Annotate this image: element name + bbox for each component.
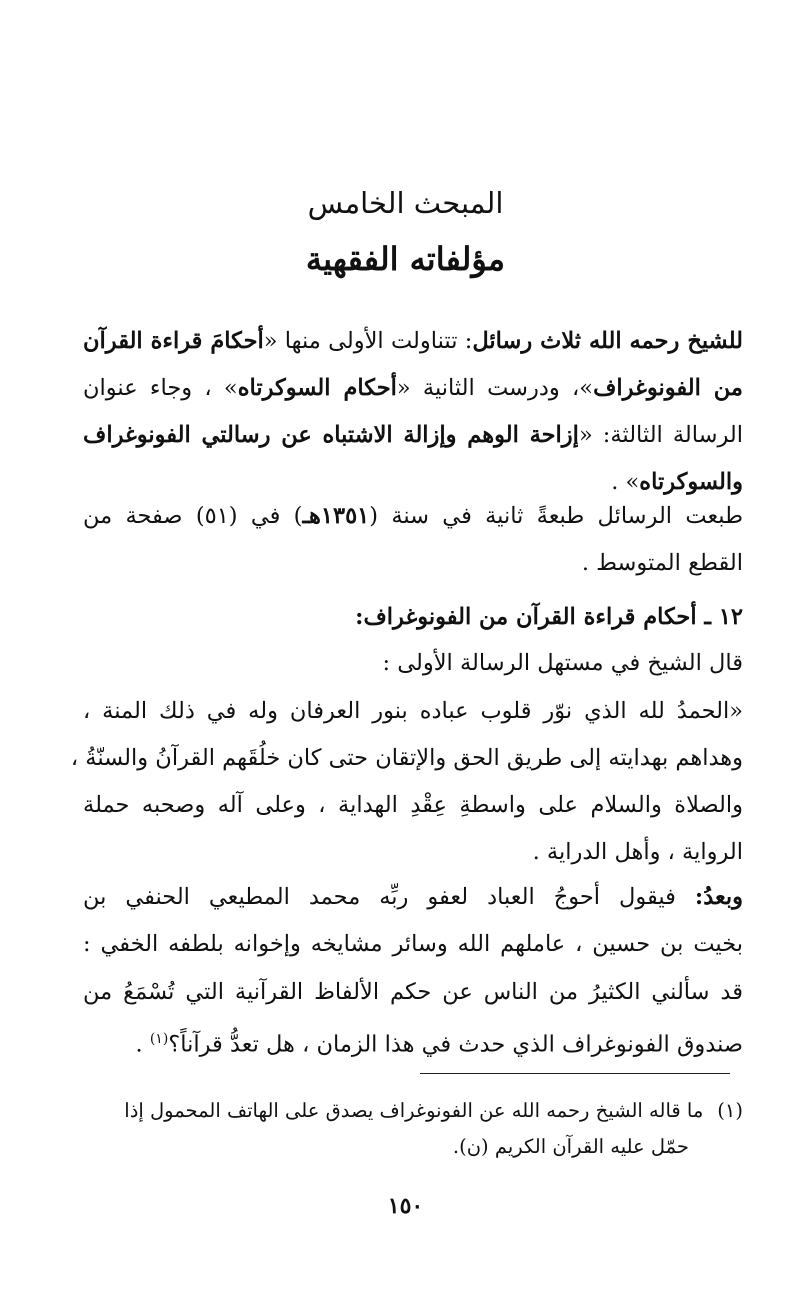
text-line: بخيت بن حسين ، عاملهم الله وسائر مشايخه وإخوانه بلطفه الخفي : bbox=[83, 931, 743, 957]
text-run: » . bbox=[611, 469, 640, 495]
footnote-divider bbox=[420, 1073, 730, 1074]
text-line: والصلاة والسلام على واسطةِ عِقْدِ الهداية ، وعلى آله وصحبه حملة bbox=[83, 792, 743, 818]
text-run: الرسالة الثالثة: « bbox=[578, 422, 744, 448]
text-line: قد سألني الكثيرُ من الناس عن حكم الألفاظ القرآنية التي تُسْمَعُ من bbox=[83, 979, 743, 1005]
book-title-1-end: من الفونوغراف bbox=[593, 375, 743, 401]
book-title-3-end: والسوكرتاه bbox=[639, 469, 743, 495]
chapter-title: مؤلفاته الفقهية bbox=[305, 240, 506, 278]
text-line: وهداهم بهدايته إلى طريق الحق والإتقان حتى كان خلُقَهم القرآنُ والسنّةُ ، bbox=[70, 745, 743, 771]
text-line: «الحمدُ لله الذي نوّر قلوب عباده بنور العرفان وله في ذلك المنة ، bbox=[83, 698, 743, 724]
book-title-3: إزاحة الوهم وإزالة الاشتباه عن رسالتي الفونوغراف bbox=[83, 422, 579, 448]
book-title-1: أحكامَ قراءة القرآن bbox=[83, 328, 264, 354]
text-line: القطع المتوسط . bbox=[581, 550, 743, 576]
footnote-marker: (١) bbox=[717, 1099, 743, 1122]
text-run: ) في (٥١) صفحة من bbox=[83, 503, 303, 529]
text-run: : تتناولت الأولى منها « bbox=[263, 328, 473, 354]
text-line bbox=[83, 1016, 743, 1069]
section-title: المبحث الخامس bbox=[307, 186, 504, 220]
text-run: ما قاله الشيخ رحمه الله عن الفونوغراف يصدق على الهاتف المحمول إذا bbox=[124, 1099, 704, 1122]
text-run: للشيخ رحمه الله ثلاث رسائل bbox=[472, 328, 744, 354]
text-run: » ، وجاء عنوان bbox=[83, 375, 238, 401]
book-title-2: أحكام السوكرتاه bbox=[237, 375, 397, 401]
intro-line: قال الشيخ في مستهل الرسالة الأولى : bbox=[382, 650, 743, 676]
text-line bbox=[83, 493, 743, 540]
text-run: »، ودرست الثانية « bbox=[396, 375, 594, 401]
footnote bbox=[83, 1093, 743, 1165]
text-run: . bbox=[135, 1031, 150, 1058]
text-line bbox=[83, 874, 743, 921]
footnote-reference[interactable]: (١) bbox=[149, 1031, 169, 1047]
text-run: وبعدُ: bbox=[694, 884, 743, 910]
year-value: ١٣٥١هـ bbox=[302, 503, 370, 529]
footnote-line bbox=[83, 1093, 743, 1129]
text-run: صندوق الفونوغراف الذي حدث في هذا الزمان ، هل تعدُّ قرآناً؟ bbox=[168, 1031, 743, 1058]
subheading: ١٢ ـ أحكام قراءة القرآن من الفونوغراف: bbox=[355, 604, 743, 630]
quote-paragraph-1 bbox=[70, 688, 743, 876]
quote-paragraph-3 bbox=[83, 969, 743, 1069]
paragraph-intro bbox=[83, 318, 743, 506]
text-run: طبعت الرسائل طبعةً ثانية في سنة ( bbox=[369, 503, 743, 529]
text-line bbox=[83, 412, 743, 459]
text-line bbox=[83, 365, 743, 412]
page-number: ١٥٠ bbox=[387, 1193, 424, 1219]
footnote-line: حمّل عليه القرآن الكريم (ن). bbox=[452, 1135, 689, 1158]
text-line bbox=[83, 318, 743, 365]
text-line: الرواية ، وأهل الدراية . bbox=[532, 839, 743, 865]
paragraph-printing bbox=[83, 493, 743, 587]
quote-paragraph-2 bbox=[83, 874, 743, 968]
text-run: فيقول أحوجُ العباد لعفو ربِّه محمد المطيعي الحنفي بن bbox=[83, 884, 695, 910]
